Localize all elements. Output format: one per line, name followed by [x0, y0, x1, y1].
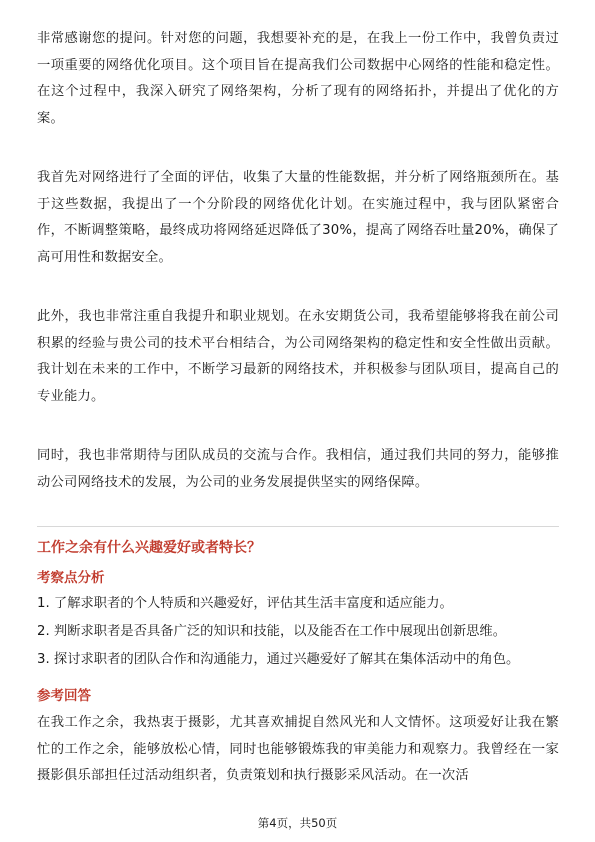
question-title: 工作之余有什么兴趣爱好或者特长？ [37, 540, 261, 556]
page-footer: 第4页，共50页 [257, 816, 338, 830]
paragraph-4: 同时，我也非常期待与团队成员的交流与合作。我相信，通过我们共同的努力，能够推动公司网络技术的发展，为公司的业务发展提供坚实的网络保障。 [37, 448, 559, 490]
answer-text: 在我工作之余，我热衷于摄影，尤其喜欢捕捉自然风光和人文情怀。这项爱好让我在繁忙的工作之余，能够放松心情，同时也能够锻炼我的审美能力和观察力。我曾经在一家摄影俱乐部担任过活动组织者，负责策划和执行摄影采风活动。在一次活 [37, 715, 559, 783]
paragraph-2: 我首先对网络进行了全面的评估，收集了大量的性能数据，并分析了网络瓶颈所在。基于这些数据，我提出了一个分阶段的网络优化计划。在实施过程中，我与团队紧密合作，不断调整策略，最终成功将网络延迟降低了30%，提高了网络吞吐量20%，确保了高可用性和数据安全。 [37, 170, 559, 265]
analysis-point-2: 2. 判断求职者是否具备广泛的知识和技能，以及能否在工作中展现出创新思维。 [37, 624, 507, 639]
paragraph-1: 非常感谢您的提问。针对您的问题，我想要补充的是，在我上一份工作中，我曾负责过一项重要的网络优化项目。这个项目旨在提高我们公司数据中心网络的性能和稳定性。在这个过程中，我深入研究了网络架构，分析了现有的网络拓扑，并提出了优化的方案。 [37, 31, 559, 126]
answer-heading: 参考回答 [37, 688, 91, 704]
analysis-point-1: 1. 了解求职者的个人特质和兴趣爱好，评估其生活丰富度和适应能力。 [37, 596, 453, 611]
analysis-point-3: 3. 探讨求职者的团队合作和沟通能力，通过兴趣爱好了解其在集体活动中的角色。 [37, 652, 520, 667]
paragraph-3: 此外，我也非常注重自我提升和职业规划。在永安期货公司，我希望能够将我在前公司积累的经验与贵公司的技术平台相结合，为公司网络架构的稳定性和安全性做出贡献。我计划在未来的工作中，不断学习最新的网络技术，并积极参与团队项目，提高自己的专业能力。 [37, 309, 559, 404]
analysis-heading: 考察点分析 [37, 570, 105, 586]
section-divider [37, 526, 559, 527]
intro-section [37, 26, 559, 496]
